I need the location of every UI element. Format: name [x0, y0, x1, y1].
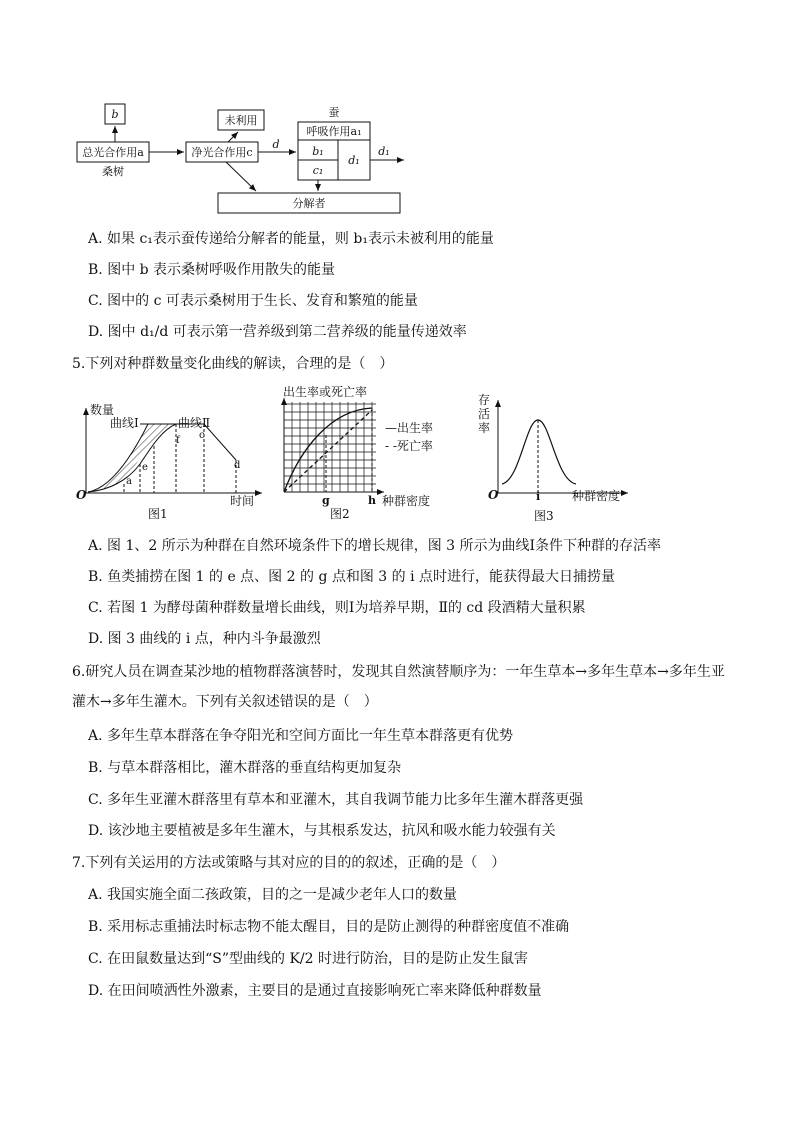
q4-option-c: C. 图中的 c 可表示桑树用于生长、发育和繁殖的能量: [88, 293, 418, 309]
q6-option-c: C. 多年生亚灌木群落里有草本和亚灌木，其自我调节能力比多年生灌木群落更强: [88, 792, 584, 808]
fig2-g: g: [322, 494, 330, 507]
fig2-legend-birth: —出生率: [385, 421, 434, 435]
label-net-photosynthesis: 净光合作用c: [191, 146, 253, 159]
fig1-pt-f: f: [176, 435, 180, 446]
label-c1: c₁: [312, 164, 324, 177]
q5-option-d: D. 图 3 曲线的 i 点，种内斗争最激烈: [88, 631, 321, 647]
fig1-pt-a: a: [126, 476, 132, 487]
q7-option-d: D. 在田间喷洒性外激素，主要目的是通过直接影响死亡率来降低种群数量: [88, 983, 542, 999]
q5-figures: [0, 380, 794, 530]
label-mulberry: 桑树: [102, 165, 124, 178]
q7-option-a: A. 我国实施全面二孩政策，目的之一是减少老年人口的数量: [88, 887, 458, 903]
fig3-ylabel-2: 活: [478, 407, 491, 421]
fig1-pt-c: c: [199, 430, 205, 441]
label-total-photosynthesis: 总光合作用a: [82, 146, 144, 159]
label-d: d: [272, 138, 280, 151]
label-d1-out: d₁: [378, 145, 390, 158]
fig1-ylabel: 数量: [90, 403, 115, 417]
fig1-pt-e: e: [142, 462, 148, 473]
label-b1: b₁: [312, 145, 324, 158]
q4-option-a: A. 如果 c₁表示蚕传递给分解者的能量，则 b₁表示未被利用的能量: [88, 231, 494, 247]
q6-option-b: B. 与草本群落相比，灌木群落的垂直结构更加复杂: [88, 760, 402, 776]
fig1-caption: 图1: [148, 507, 168, 521]
label-d1: d₁: [348, 154, 360, 167]
q5-option-c: C. 若图 1 为酵母菌种群数量增长曲线，则Ⅰ为培养早期，Ⅱ的 cd 段酒精大量积累: [88, 600, 586, 616]
q7-option-b: B. 采用标志重捕法时标志物不能太醒目，目的是防止测得的种群密度值不准确: [88, 919, 570, 935]
fig1-pt-d: d: [234, 460, 241, 471]
label-unused: 未利用: [224, 114, 258, 127]
q5-stem: 5.下列对种群数量变化曲线的解读，合理的是（ ）: [72, 356, 394, 372]
fig2-xlabel: 种群密度: [382, 494, 431, 508]
q6-stem-line1: 6.研究人员在调查某沙地的植物群落演替时，发现其自然演替顺序为：一年生草本→多年生草本→多年生亚: [72, 664, 725, 680]
label-decomposer: 分解者: [292, 197, 326, 210]
q5-option-b: B. 鱼类捕捞在图 1 的 e 点、图 2 的 g 点和图 3 的 i 点时进行，能获得最大日捕捞量: [88, 569, 616, 585]
figure-3: [498, 400, 628, 493]
q6-option-a: A. 多年生草本群落在争夺阳光和空间方面比一年生草本群落更有优势: [88, 728, 514, 744]
fig2-caption: 图2: [330, 507, 350, 521]
energy-flow-diagram: [0, 0, 794, 225]
fig3-xlabel: 种群密度: [572, 489, 621, 503]
label-silkworm: 蚕: [328, 106, 340, 119]
q6-option-d: D. 该沙地主要植被是多年生灌木，与其根系发达，抗风和吸水能力较强有关: [88, 823, 556, 839]
fig2-legend-death: - -死亡率: [385, 439, 433, 453]
q5-option-a: A. 图 1、2 所示为种群在自然环境条件下的增长规律，图 3 所示为曲线Ⅰ条件下种群的存活率: [88, 538, 662, 554]
fig1-xlabel: 时间: [230, 494, 255, 508]
label-respiration: 呼吸作用a₁: [306, 125, 362, 138]
fig1-curve2: 曲线Ⅱ: [178, 416, 211, 430]
q4-option-b: B. 图中 b 表示桑树呼吸作用散失的能量: [88, 262, 336, 278]
fig3-origin: O: [488, 488, 499, 502]
fig3-caption: 图3: [534, 509, 554, 523]
fig2-title: 出生率或死亡率: [283, 385, 368, 399]
q7-stem: 7.下列有关运用的方法或策略与其对应的目的的叙述，正确的是（ ）: [72, 855, 506, 871]
figure-2: [284, 398, 384, 492]
label-b: b: [111, 108, 119, 121]
q6-stem-line2: 灌木→多年生灌木。下列有关叙述错误的是（ ）: [72, 694, 378, 710]
fig1-origin: O: [76, 488, 87, 502]
fig3-ylabel-1: 存: [478, 393, 491, 407]
q4-option-d: D. 图中 d₁/d 可表示第一营养级到第二营养级的能量传递效率: [88, 324, 467, 340]
fig1-curve1: 曲线Ⅰ: [110, 416, 139, 430]
fig2-h: h: [368, 494, 376, 507]
fig3-i: i: [536, 490, 541, 503]
q7-option-c: C. 在田鼠数量达到“S”型曲线的 K/2 时进行防治，目的是防止发生鼠害: [88, 951, 529, 967]
fig3-ylabel-3: 率: [478, 421, 491, 435]
